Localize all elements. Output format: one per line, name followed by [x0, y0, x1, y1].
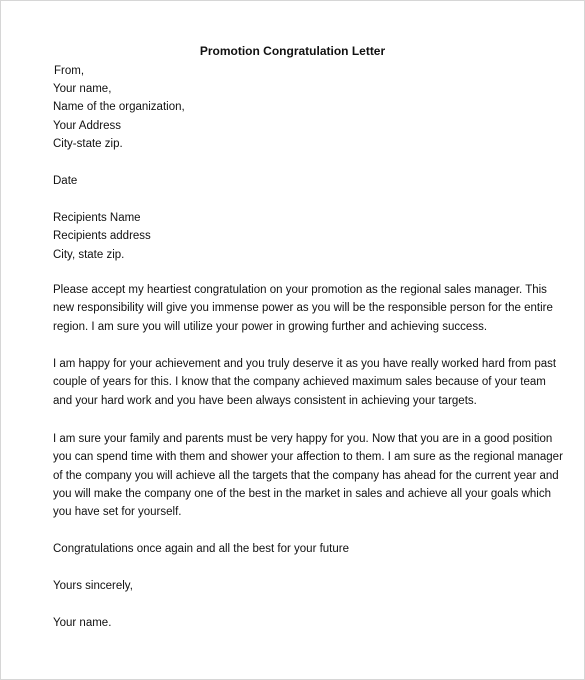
sender-organization: Name of the organization,: [53, 101, 185, 113]
sign-off: Yours sincerely,: [53, 580, 133, 592]
recipient-name: Recipients Name: [53, 212, 141, 224]
signature-name: Your name.: [53, 617, 112, 629]
sender-from: From,: [54, 65, 85, 77]
recipient-city: City, state zip.: [53, 249, 125, 261]
paragraph-line: couple of years for this. I know that the company achieved maximum sales because of your team: [53, 376, 546, 389]
sender-address: Your Address: [53, 120, 121, 132]
paragraph-line: new responsibility will give you immense power as you will be the responsible person for the entire: [53, 302, 553, 315]
sender-city: City-state zip.: [53, 138, 123, 150]
paragraph-line: of the company you will achieve all the targets that the company has ahead for the current year and: [53, 469, 559, 482]
body-paragraph-2: [53, 355, 557, 410]
sender-name: Your name,: [53, 83, 112, 95]
closing-line: Congratulations once again and all the best for your future: [53, 543, 349, 555]
body-paragraph-1: [53, 281, 553, 336]
letter-date: Date: [53, 175, 78, 187]
paragraph-line: you have set for yourself.: [53, 506, 182, 519]
paragraph-line: region. I am sure you will utilize your power in growing further and achieving success.: [53, 320, 488, 333]
paragraph-line: you can spend time with them and shower your affection to them. I am sure as the regional manager: [53, 451, 563, 464]
paragraph-line: I am happy for your achievement and you truly deserve it as you have really worked hard from past: [53, 358, 557, 370]
recipient-address: Recipients address: [53, 230, 151, 242]
paragraph-line: and your hard work and you have been always consistent in achieving your targets.: [53, 394, 477, 407]
letter-title: Promotion Congratulation Letter: [199, 44, 386, 58]
body-paragraph-3: [53, 430, 563, 521]
paragraph-line: you will make the company one of the best in the market in sales and achieve all your goals which: [53, 487, 551, 500]
paragraph-line: Please accept my heartiest congratulation on your promotion as the regional sales manager. This: [53, 284, 547, 296]
paragraph-line: I am sure your family and parents must be very happy for you. Now that you are in a good position: [53, 433, 553, 445]
